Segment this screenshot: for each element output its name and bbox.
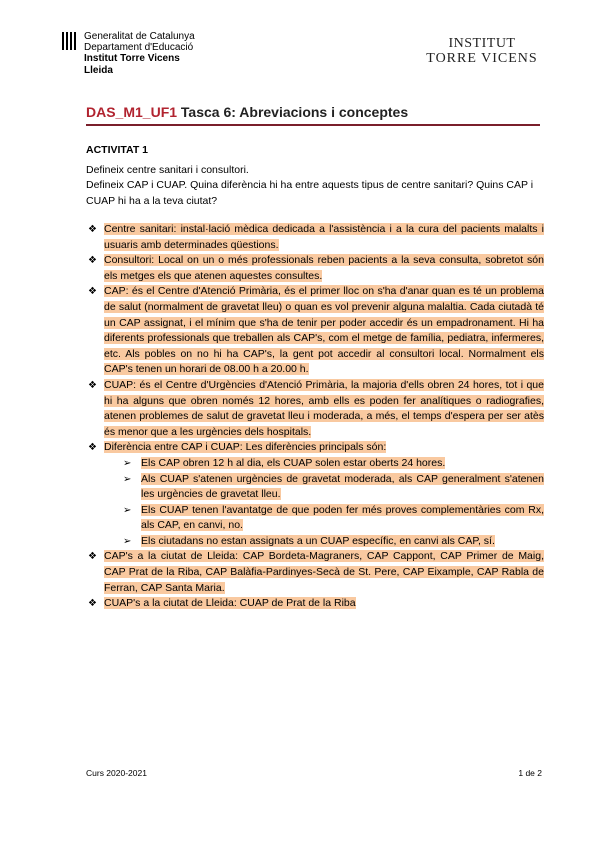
list-item (86, 378, 544, 440)
sub-list-item (86, 472, 544, 503)
item-text: CAP: és el Centre d'Atenció Primària, és el primer lloc on s'ha d'anar quan es té un problema de salut (normalment de gravetat lleu) o quan es vol prevenir alguna malaltia. Cada ciutadà té un CAP assignat, i el mínim que s'ha de tenir per poder accedir és un empadronament. Hi ha diferents professionals que treballen als CAP's, com el metge de família, pediatra, infermeres, etc. Als pobles on no hi ha CAP's, la gent pot accedir al consultori local. Normalment els CAP's tenen un horari de 08.00 h a 20.00 h. (104, 285, 544, 376)
generalitat-emblem-icon (62, 32, 76, 50)
institut-logo (422, 36, 542, 66)
item-text: Consultori: Local on un o més professionals reben pacients a la seva consulta, sobretot són els metges els que atenen aquestes consultes. (104, 254, 544, 282)
item-text: Diferència entre CAP i CUAP: Les diferències principals són: (104, 441, 387, 454)
bullet-icon: ❖ (88, 442, 97, 454)
sub-list-item (86, 503, 544, 534)
sub-item-text: Els CUAP tenen l'avantatge de que poden fer més proves complementàries com Rx, als CAP, en canvi, no. (141, 503, 544, 532)
sub-list-item (86, 534, 544, 550)
document-title (86, 104, 540, 126)
bullet-icon: ❖ (88, 598, 97, 610)
gov-line-2: Departament d'Educació (84, 42, 194, 54)
sub-item-text: Als CUAP s'atenen urgències de gravetat moderada, als CAP generalment s'atenen les urgències de gravetat lleu. (141, 472, 544, 501)
page-footer (86, 768, 542, 778)
question-1: Defineix centre sanitari i consultori. (86, 164, 249, 176)
gov-line-3: Institut Torre Vicens (84, 53, 180, 65)
answer-list (86, 222, 544, 612)
bullet-icon: ❖ (88, 551, 97, 563)
item-text: Centre sanitari: instal·lació mèdica dedicada a l'assistència i a la cura del pacients malalts i usuaris amb determinades qüestions. (104, 223, 544, 251)
page-number: 1 de 2 (518, 768, 542, 778)
bullet-icon: ❖ (88, 224, 97, 235)
list-item (86, 440, 544, 456)
page-header (62, 28, 542, 88)
arrow-bullet-icon: ➢ (123, 457, 132, 469)
bullet-icon: ❖ (88, 379, 97, 391)
activity-heading: ACTIVITAT 1 (86, 144, 149, 156)
gov-line-4: Lleida (84, 64, 113, 76)
logo-top: INSTITUT (448, 36, 516, 51)
arrow-bullet-icon: ➢ (123, 504, 132, 516)
arrow-bullet-icon: ➢ (123, 473, 132, 485)
bullet-icon: ❖ (88, 255, 97, 267)
title-code: DAS_M1_UF1 (86, 104, 178, 120)
list-item (86, 253, 544, 284)
item-text: CUAP: és el Centre d'Urgències d'Atenció Primària, la majoria d'ells obren 24 hores, tot i que hi ha alguns que obren només 12 hores, amb ells es poden fer analítiques o radiografies, atenen problemes de salut de gravetat lleu i moderada, a més, el temps d'espera per ser atès és menor que a les urgències dels hospitals. (104, 378, 544, 438)
sub-item-text: Els CAP obren 12 h al dia, els CUAP solen estar oberts 24 hores. (141, 456, 446, 469)
questions (86, 163, 542, 209)
question-2: Defineix CAP i CUAP. Quina diferència hi ha entre aquests tipus de centre sanitari? Quins CAP i CUAP hi ha a la teva ciutat? (86, 179, 534, 207)
department-block (84, 31, 195, 76)
sub-item-text: Els ciutadans no estan assignats a un CUAP específic, en canvi als CAP, sí. (141, 534, 495, 547)
sub-list-item (86, 456, 544, 472)
list-item (86, 284, 544, 378)
arrow-bullet-icon: ➢ (123, 535, 132, 547)
title-text: Tasca 6: Abreviacions i conceptes (177, 104, 409, 120)
gov-line-1: Generalitat de Catalunya (84, 31, 195, 42)
bullet-icon: ❖ (88, 286, 97, 298)
item-text: CAP's a la ciutat de Lleida: CAP Bordeta-Magraners, CAP Cappont, CAP Primer de Maig, CAP Prat de la Riba, CAP Balàfia-Pardinyes-Secà de St. Pere, CAP Eixample, CAP Rabla de Ferran, CAP Santa Maria. (104, 550, 544, 594)
item-text: CUAP's a la ciutat de Lleida: CUAP de Prat de la Riba (104, 597, 356, 610)
logo-bottom: TORRE VICENS (426, 51, 538, 66)
list-item (86, 596, 544, 612)
list-item (86, 222, 544, 253)
list-item (86, 549, 544, 596)
footer-course: Curs 2020-2021 (86, 768, 147, 778)
